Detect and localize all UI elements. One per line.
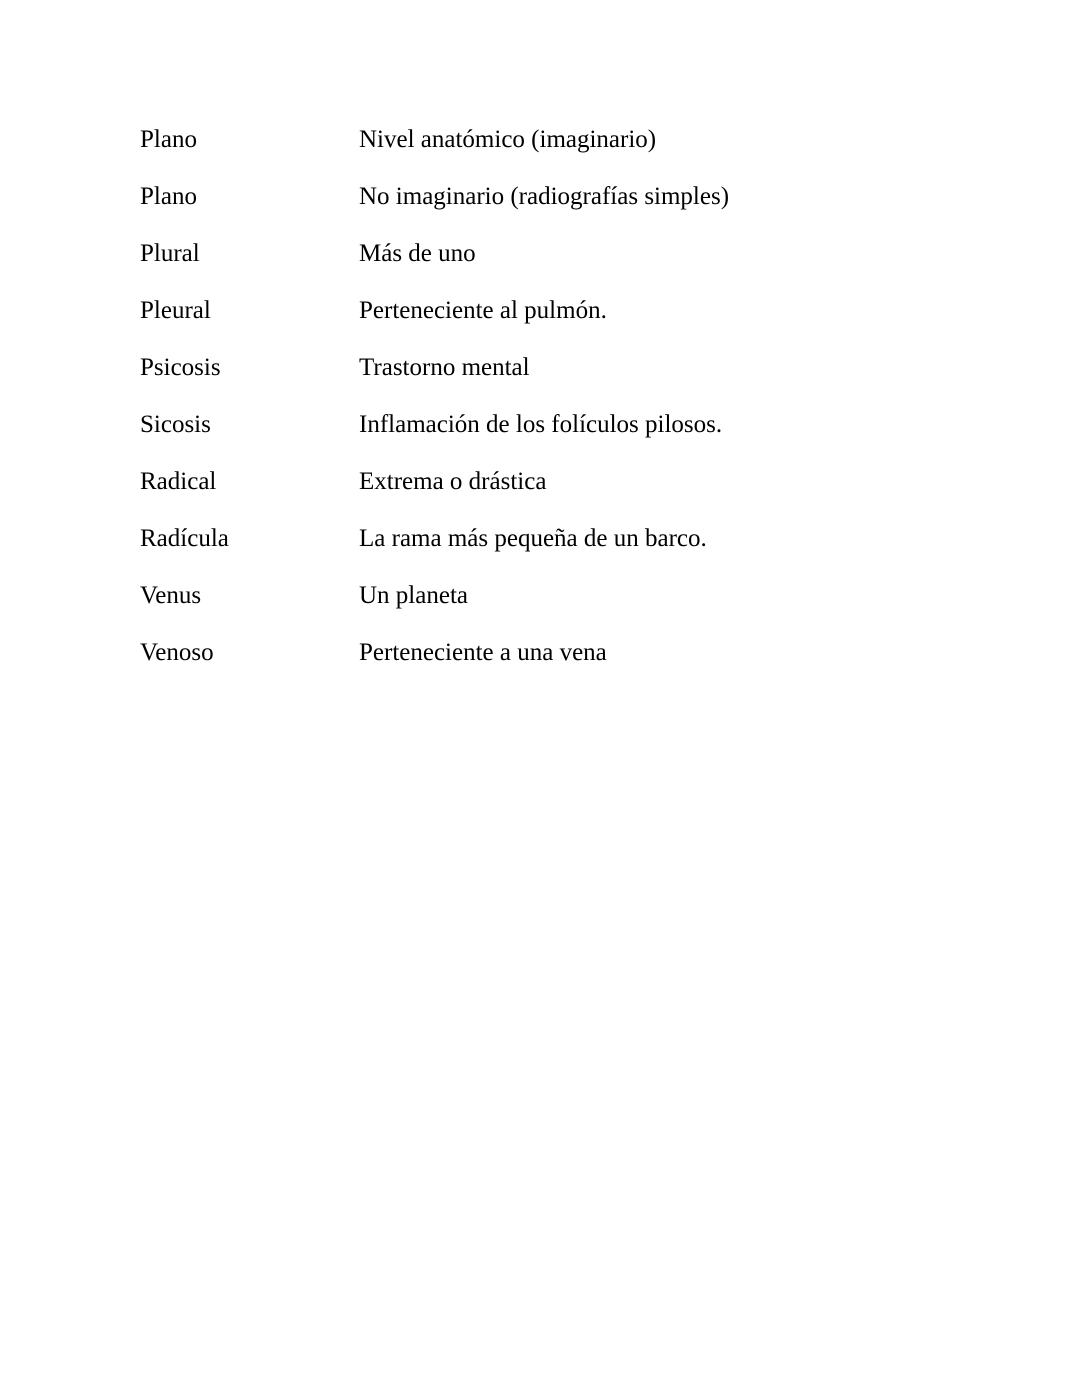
term: Psicosis — [140, 354, 221, 381]
term: Radical — [140, 468, 217, 495]
glossary-list — [140, 122, 940, 692]
term: Pleural — [140, 297, 211, 324]
definition: Un planeta — [359, 582, 468, 609]
definition: Extrema o drástica — [359, 468, 547, 495]
definition: No imaginario (radiografías simples) — [359, 183, 730, 210]
term: Venoso — [140, 639, 214, 666]
term: Plural — [140, 240, 200, 267]
glossary-entry — [140, 407, 940, 464]
glossary-entry — [140, 464, 940, 521]
glossary-entry — [140, 293, 940, 350]
definition: Perteneciente al pulmón. — [359, 297, 607, 324]
definition: Inflamación de los folículos pilosos. — [359, 411, 723, 438]
glossary-entry — [140, 236, 940, 293]
definition: Nivel anatómico (imaginario) — [359, 126, 657, 153]
definition: Trastorno mental — [359, 354, 530, 381]
glossary-entry — [140, 521, 940, 578]
glossary-entry — [140, 578, 940, 635]
definition: Más de uno — [359, 240, 476, 267]
glossary-entry — [140, 350, 940, 407]
glossary-entry — [140, 122, 940, 179]
glossary-entry — [140, 179, 940, 236]
term: Radícula — [140, 525, 229, 552]
definition: Perteneciente a una vena — [359, 639, 607, 666]
term: Sicosis — [140, 411, 211, 438]
term: Venus — [140, 582, 202, 609]
definition: La rama más pequeña de un barco. — [359, 525, 707, 552]
term: Plano — [140, 183, 197, 210]
glossary-entry — [140, 635, 940, 692]
term: Plano — [140, 126, 197, 153]
